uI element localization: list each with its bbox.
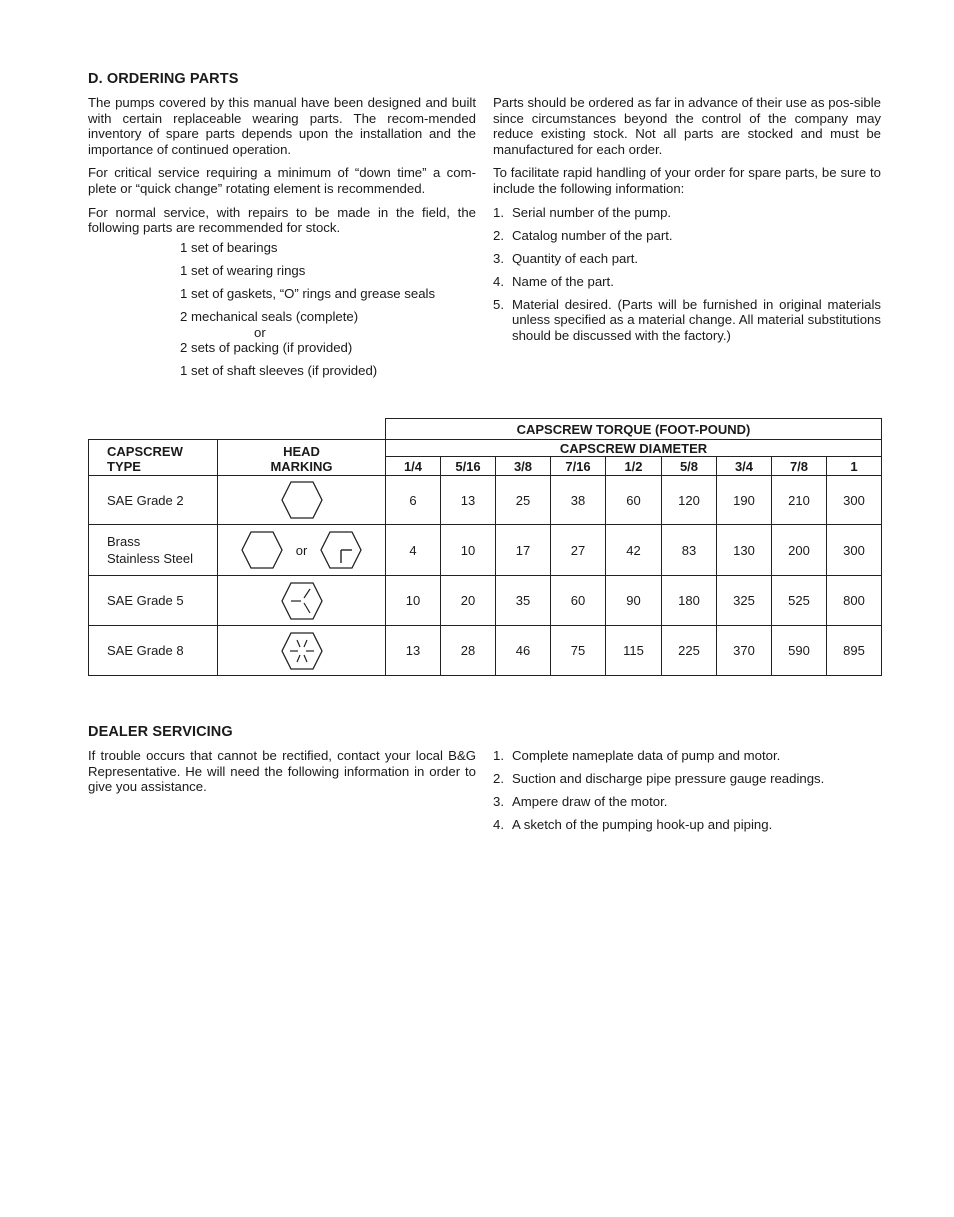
hex-plain-icon	[280, 480, 324, 520]
parts-item: 1 set of wearing rings	[180, 262, 306, 278]
torque-value: 83	[662, 525, 717, 576]
type-line: Brass	[107, 534, 141, 549]
torque-value: 46	[496, 626, 551, 676]
table-row	[89, 525, 882, 576]
torque-value: 10	[441, 525, 496, 576]
torque-value: 370	[717, 626, 772, 676]
torque-value: 20	[441, 576, 496, 626]
torque-value: 210	[772, 476, 827, 525]
torque-value: 800	[827, 576, 882, 626]
list-number: 2.	[493, 227, 504, 243]
torque-value: 25	[496, 476, 551, 525]
torque-value: 10	[386, 576, 441, 626]
torque-value: 325	[717, 576, 772, 626]
diameter-header: 1/4	[386, 457, 441, 476]
capscrew-type-cell: SAE Grade 8	[89, 626, 218, 676]
head-marking-cell	[218, 476, 386, 525]
dealer-paragraph: If trouble occurs that cannot be rectified, contact your local B&G Representative. He will need the following information in order to give you assistance.	[88, 748, 476, 795]
list-number: 1.	[493, 748, 504, 763]
torque-value: 17	[496, 525, 551, 576]
list-item	[493, 771, 881, 787]
list-number: 2.	[493, 770, 504, 786]
list-number: 4.	[493, 273, 504, 289]
dealer-right-column	[493, 748, 881, 840]
diameter-header: 1	[827, 457, 882, 476]
ordering-paragraph: For normal service, with repairs to be made in the field, the following parts are recommended for stock.	[88, 204, 476, 236]
table-row	[89, 576, 882, 626]
list-text: Material desired. (Parts will be furnished in original materials unless specified as a material change. All material substitutions should be discussed with the factory.)	[512, 296, 881, 343]
order-info-list	[493, 205, 881, 344]
list-item	[493, 205, 881, 221]
list-number: 3.	[493, 793, 504, 809]
ordering-paragraph: To facilitate rapid handling of your order for spare parts, be sure to include the following information:	[493, 165, 881, 196]
torque-value: 27	[551, 525, 606, 576]
list-item	[493, 794, 881, 810]
torque-value: 13	[441, 476, 496, 525]
capscrew-type-cell	[89, 525, 218, 576]
ordering-parts-heading: D. ORDERING PARTS	[88, 71, 239, 87]
head-marking-cell	[218, 576, 386, 626]
torque-value: 60	[551, 576, 606, 626]
ordering-paragraph: For critical service requiring a minimum of “down time” a com-plete or “quick change” rotating element is recommended.	[88, 165, 476, 196]
hex-t-marking-icon	[319, 530, 363, 570]
list-item	[493, 748, 881, 764]
head-marking-cell	[218, 525, 386, 576]
torque-value: 180	[662, 576, 717, 626]
parts-or-text: or	[254, 324, 266, 340]
capscrew-type-header	[89, 440, 218, 476]
torque-value: 13	[386, 626, 441, 676]
torque-value: 38	[551, 476, 606, 525]
torque-value: 90	[606, 576, 662, 626]
list-text: A sketch of the pumping hook-up and piping.	[512, 816, 773, 832]
hex-six-lines-icon	[280, 631, 324, 671]
torque-value: 300	[827, 525, 882, 576]
marking-or-text: or	[295, 542, 308, 558]
recommended-parts-list	[180, 240, 500, 386]
head-marking-cell	[218, 626, 386, 676]
torque-value: 6	[386, 476, 441, 525]
torque-value: 225	[662, 626, 717, 676]
list-number: 3.	[493, 250, 504, 266]
list-number: 4.	[493, 816, 504, 832]
ordering-right-column	[493, 95, 881, 351]
capscrew-type-cell: SAE Grade 5	[89, 576, 218, 626]
header-line: MARKING	[270, 459, 333, 474]
list-text: Complete nameplate data of pump and motor.	[512, 748, 781, 763]
parts-item: 2 mechanical seals (complete)	[180, 308, 359, 324]
list-text: Catalog number of the part.	[512, 227, 673, 243]
head-marking-header	[218, 440, 386, 476]
capscrew-torque-table	[88, 418, 882, 676]
diameter-header: 7/8	[772, 457, 827, 476]
hex-three-lines-icon	[280, 581, 324, 621]
hex-plain-icon	[240, 530, 284, 570]
list-number: 1.	[493, 204, 504, 220]
table-row	[89, 476, 882, 525]
ordering-paragraph: Parts should be ordered as far in advance of their use as pos-sible since circumstances beyond the control of the company may reduce existing stock. Not all parts are stocked and must be manufactured for each order.	[493, 95, 881, 157]
table-title: CAPSCREW TORQUE (FOOT-POUND)	[386, 419, 882, 440]
list-text: Suction and discharge pipe pressure gauge readings.	[512, 770, 825, 786]
list-item	[493, 251, 881, 267]
list-number: 5.	[493, 296, 504, 312]
diameter-header: 3/4	[717, 457, 772, 476]
dealer-left-column	[88, 748, 476, 803]
torque-value: 300	[827, 476, 882, 525]
ordering-paragraph: The pumps covered by this manual have been designed and built with certain replaceable wearing parts. The recom-mended inventory of spare parts depends upon the installation and the importance of continued operation.	[88, 95, 476, 157]
capscrew-type-cell: SAE Grade 2	[89, 476, 218, 525]
parts-item: 1 set of bearings	[180, 240, 278, 255]
header-line: CAPSCREW	[107, 444, 183, 459]
parts-item: 1 set of shaft sleeves (if provided)	[180, 363, 378, 379]
torque-value: 525	[772, 576, 827, 626]
list-text: Serial number of the pump.	[512, 204, 672, 220]
torque-value: 4	[386, 525, 441, 576]
torque-value: 75	[551, 626, 606, 676]
list-text: Name of the part.	[512, 273, 614, 289]
diameter-header: 5/8	[662, 457, 717, 476]
torque-value: 35	[496, 576, 551, 626]
torque-value: 28	[441, 626, 496, 676]
diameter-header: 1/2	[606, 457, 662, 476]
torque-value: 895	[827, 626, 882, 676]
list-item	[493, 274, 881, 290]
parts-item: 1 set of gaskets, “O” rings and grease seals	[180, 285, 436, 301]
torque-value: 115	[606, 626, 662, 676]
torque-value: 200	[772, 525, 827, 576]
type-line: Stainless Steel	[107, 551, 193, 566]
list-text: Quantity of each part.	[512, 250, 639, 266]
torque-value: 130	[717, 525, 772, 576]
table-row	[89, 626, 882, 676]
torque-value: 190	[717, 476, 772, 525]
diameter-header: 7/16	[551, 457, 606, 476]
capscrew-diameter-header: CAPSCREW DIAMETER	[386, 440, 882, 457]
parts-item: 2 sets of packing (if provided)	[180, 340, 353, 356]
torque-value: 120	[662, 476, 717, 525]
header-line: HEAD	[283, 444, 320, 459]
list-item	[493, 228, 881, 244]
list-item	[493, 817, 881, 833]
diameter-header: 3/8	[496, 457, 551, 476]
list-item	[493, 297, 881, 344]
table-corner-blank	[89, 419, 386, 440]
torque-value: 60	[606, 476, 662, 525]
header-line: TYPE	[107, 459, 141, 474]
torque-value: 42	[606, 525, 662, 576]
dealer-servicing-heading: DEALER SERVICING	[88, 724, 233, 740]
dealer-info-list	[493, 748, 881, 833]
diameter-header: 5/16	[441, 457, 496, 476]
list-text: Ampere draw of the motor.	[512, 793, 668, 809]
ordering-left-column	[88, 95, 476, 244]
torque-value: 590	[772, 626, 827, 676]
